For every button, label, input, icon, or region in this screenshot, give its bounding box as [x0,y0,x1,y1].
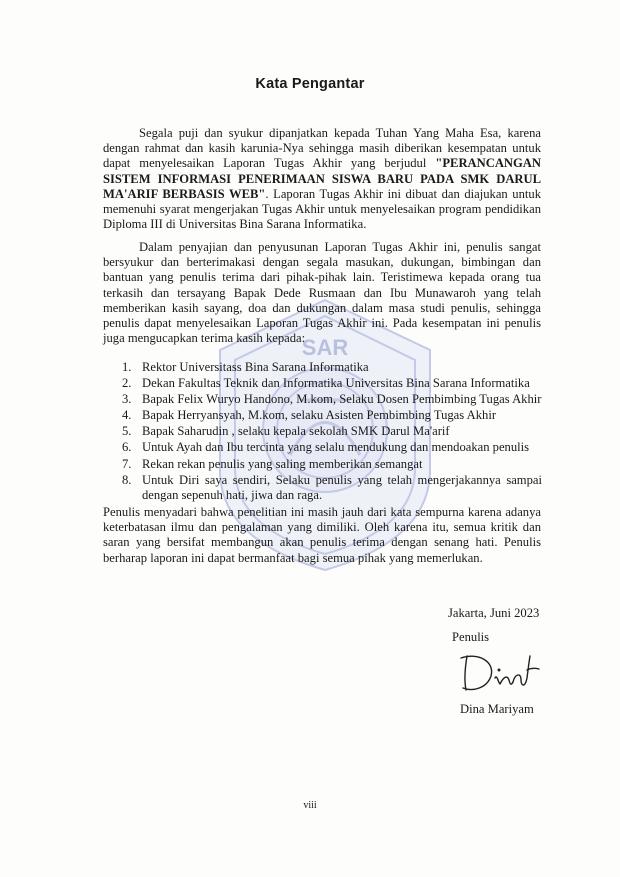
list-item-text: Untuk Ayah dan Ibu tercinta yang selalu mendukung dan mendoakan penulis [142,440,530,455]
list-item-text: Dekan Fakultas Teknik dan Informatika Universitas Bina Sarana Informatika [142,376,530,391]
list-item [122,376,542,391]
handwritten-signature [455,648,540,696]
list-item-text: Untuk Diri saya sendiri, Selaku penulis yang telah mengerjakannya sampai dengan sepenuh hati, jiwa dan raga. [142,472,542,502]
list-item-text: Rekan rekan penulis yang saling memberikan semangat [142,456,423,471]
list-item-number: 8. [122,472,132,487]
list-item-number: 4. [122,408,132,423]
paragraph-closing [103,505,541,566]
watermark-text: SAR [301,335,349,360]
report-title: "PERANCANGAN SISTEM INFORMASI PENERIMAAN SISWA BARU PADA SMK DARUL MA'ARIF BERBASIS WEB" [103,156,541,201]
list-item [122,473,542,503]
list-item-number: 6. [122,440,132,455]
list-item [122,440,542,455]
list-item-text: Bapak Herryansyah, M.kom, selaku Asisten Pembimbing Tugas Akhir [142,408,497,423]
list-item-number: 1. [122,360,132,374]
list-item [122,408,542,423]
paragraph-acknowledgement-text: Dalam penyajian dan penyusunan Laporan Tugas Akhir ini, penulis sangat bersyukur dan berterimakasi dengan segala masukan, dukungan, bimbingan dan bantuan yang penulis terima dari pihak-pihak lain. Teristimewa kepada orang tua terkasih dan tersayang Bapak Dede Rusmaan dan Ibu Munawaroh yang telah memberikan kasih sayang, doa dan dukungan dalam masa studi penulis, sehingga penulis dapat menyelesaikan Laporan Tugas Akhir ini. Pada kesempatan ini penulis juga mengucapkan terima kasih kepada: [103,240,541,346]
list-item-text: Rektor Universitass Bina Sarana Informatika [142,360,369,374]
list-item [122,457,542,472]
place-date: Jakarta, Juni 2023 [448,606,540,620]
list-item-number: 3. [122,392,132,407]
paragraph-intro [103,126,541,232]
list-item-number: 2. [122,376,132,391]
list-item [122,392,542,407]
paragraph-intro-start: Segala puji dan syukur dipanjatkan kepada Tuhan Yang Maha Esa, karena dengan rahmat dan kasih karunia-Nya sehingga masih diberikan kesempatan untuk dapat menyelesaikan Laporan Tugas Akhir yang berjudul [103,126,541,171]
list-item-number: 7. [122,456,132,471]
page-number: viii [303,800,317,811]
list-item [122,424,542,439]
list-item [122,360,542,375]
author-name: Dina Mariyam [460,702,534,716]
thanks-list [122,360,542,504]
author-label: Penulis [452,630,490,644]
list-item-text: Bapak Saharudin , selaku kepala sekolah SMK Darul Ma'arif [142,424,450,439]
paragraph-acknowledgement [103,240,541,346]
paragraph-intro-end: . Laporan Tugas Akhir ini dibuat dan diajukan untuk memenuhi syarat mengerjakan Tugas Akhir untuk menyelesaikan program pendidikan Diploma III di Universitas Bina Sarana Informatika. [103,186,541,232]
list-item-text: Bapak Felix Wuryo Handono, M.kom, Selaku Dosen Pembimbing Tugas Akhir [142,392,542,407]
page-title: Kata Pengantar [255,76,365,92]
list-item-number: 5. [122,424,132,439]
paragraph-closing-text: Penulis menyadari bahwa penelitian ini masih jauh dari kata sempurna karena adanya keterbatasan ilmu dan pengalaman yang dimiliki. Oleh karena itu, semua kritik dan saran yang bersifat membangun akan penulis terima dengan senang hati. Penulis berharap laporan ini dapat bermanfaat bagi semua pihak yang memerlukan. [103,505,541,565]
